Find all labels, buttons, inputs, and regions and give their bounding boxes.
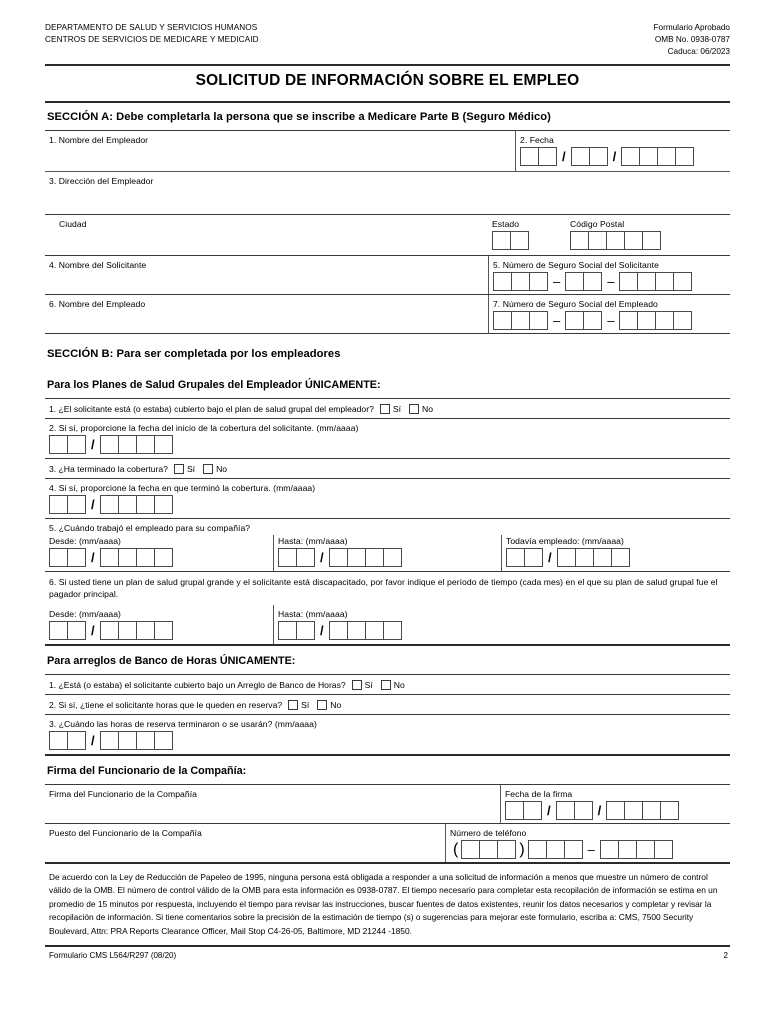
b-q5-still-month-1[interactable] (506, 548, 525, 567)
zip-label: Código Postal (570, 218, 625, 229)
b-q5-text: 5. ¿Cuándo trabajó el empleado para su compañía? (49, 522, 251, 533)
employee-name-label: 6. Nombre del Empleado (49, 298, 146, 309)
hb-q3-year[interactable] (100, 731, 173, 750)
state-boxes[interactable] (488, 231, 566, 254)
sig-date-month-2[interactable] (523, 801, 542, 820)
b-q4-year-4[interactable] (154, 495, 173, 514)
hb-q3-year-2[interactable] (118, 731, 137, 750)
b-q4-year[interactable] (100, 495, 173, 514)
b-q5-from-month-1[interactable] (49, 548, 68, 567)
b-q2-month[interactable] (49, 435, 86, 454)
employee-ssn-2[interactable] (511, 311, 530, 330)
officer-title-label: Puesto del Funcionario de la Compañía (49, 827, 202, 838)
b-q6-to-year[interactable] (329, 621, 402, 640)
b-q5-still-cell (501, 535, 730, 571)
hb-q3-month-2[interactable] (67, 731, 86, 750)
employer-name-label: 1. Nombre del Empleador (49, 134, 149, 145)
b-q6-from-boxes[interactable] (45, 621, 273, 644)
b-q3-text: 3. ¿Ha terminado la cobertura? (49, 463, 168, 474)
b-q5-to-month-1[interactable] (278, 548, 297, 567)
phone-dash: – (587, 841, 595, 857)
agency-line-1: DEPARTAMENTO DE SALUD Y SERVICIOS HUMANOS (45, 23, 258, 32)
b-q3-no-label: No (216, 463, 228, 474)
b-q6-text: 6. Si usted tiene un plan de salud grupal grande y el solicitante está discapacitado, por favor indique el período de tiempo (cada mes) en el que su plan de salud grupal fue el pagador principal. (49, 576, 718, 600)
page-title: SOLICITUD DE INFORMACIÓN SOBRE EL EMPLEO (195, 71, 580, 89)
b-q2-month-1[interactable] (49, 435, 68, 454)
applicant-ssn-1[interactable] (493, 272, 512, 291)
phone-line-4[interactable] (654, 840, 673, 859)
employee-ssn-7[interactable] (637, 311, 656, 330)
b-q6-to-year-3[interactable] (365, 621, 384, 640)
b-q5-still-year[interactable] (557, 548, 630, 567)
b-q5-from-label: Desde: (mm/aaaa) (49, 535, 121, 546)
b-q4-month-1[interactable] (49, 495, 68, 514)
b-q1-no-label: No (421, 403, 433, 414)
phone-area-code[interactable] (461, 840, 516, 859)
group-plans-heading: Para los Planes de Salud Grupales del Empleador ÚNICAMENTE: (47, 378, 381, 391)
b-q5-to-year-1[interactable] (329, 548, 348, 567)
applicant-ssn-8[interactable] (655, 272, 674, 291)
b-q5-still-boxes[interactable] (502, 548, 730, 571)
b-q2-text: 2. Si sí, proporcione la fecha del inicio de la cobertura del solicitante. (mm/aaaa) (49, 422, 359, 433)
b-q1-text: 1. ¿El solicitante está (o estaba) cubierto bajo el plan de salud grupal del empleador? (49, 403, 374, 414)
signature-input[interactable] (45, 801, 500, 823)
employer-name-input[interactable] (45, 147, 515, 171)
applicant-ssn-dash-2: – (607, 273, 615, 289)
b-q6-from-month-1[interactable] (49, 621, 68, 640)
b-q5-still-label: Todavía empleado: (mm/aaaa) (506, 535, 624, 546)
hb-q2-yes-label: Sí (301, 699, 310, 710)
b-q2-slash: / (91, 436, 95, 452)
b-q5-from-slash: / (91, 549, 95, 565)
b-q5-from-month-2[interactable] (67, 548, 86, 567)
applicant-name-input[interactable] (45, 272, 488, 294)
sig-date-day[interactable] (556, 801, 593, 820)
employee-ssn-serial[interactable] (619, 311, 692, 330)
b-q5-from-year-3[interactable] (136, 548, 155, 567)
row-b-q3 (45, 459, 730, 478)
b-q6-from-year[interactable] (100, 621, 173, 640)
signature-heading: Firma del Funcionario de la Compañía: (47, 764, 247, 777)
row-b-q5 (45, 519, 730, 571)
row-employee-name-ssn (45, 295, 730, 333)
sig-date-slash-1: / (547, 802, 551, 818)
zip-char-3[interactable] (606, 231, 625, 250)
employee-ssn-6[interactable] (619, 311, 638, 330)
b-q5-still-month-2[interactable] (524, 548, 543, 567)
date-month-2[interactable] (538, 147, 557, 166)
b-q1-no-checkbox[interactable] (409, 404, 419, 414)
omb-expiry: Caduca: 06/2023 (667, 46, 730, 56)
b-q1-yes-label: Sí (392, 403, 401, 414)
employee-ssn-group[interactable] (565, 311, 602, 330)
b-q6-from-year-3[interactable] (136, 621, 155, 640)
state-char-2[interactable] (510, 231, 529, 250)
b-q5-still-slash: / (548, 549, 552, 565)
phone-line-3[interactable] (636, 840, 655, 859)
row-hb-q1 (45, 675, 730, 694)
b-q2-year-2[interactable] (118, 435, 137, 454)
b-q5-still-month[interactable] (506, 548, 543, 567)
b-q5-from-year-2[interactable] (118, 548, 137, 567)
b-q6-from-year-2[interactable] (118, 621, 137, 640)
b-q5-to-boxes[interactable] (274, 548, 501, 571)
row-hb-q3 (45, 715, 730, 754)
date-year-2[interactable] (639, 147, 658, 166)
hb-q3-month[interactable] (49, 731, 86, 750)
state-label: Estado (492, 218, 520, 229)
b-q5-to-year-4[interactable] (383, 548, 402, 567)
b-q6-from-year-4[interactable] (154, 621, 173, 640)
employee-name-input[interactable] (45, 311, 488, 333)
hb-q3-text: 3. ¿Cuándo las horas de reserva terminaron o se usarán? (mm/aaaa) (49, 718, 317, 729)
hb-q3-year-3[interactable] (136, 731, 155, 750)
row-b-q1 (45, 399, 730, 418)
date-year-1[interactable] (621, 147, 640, 166)
footer-bar (45, 947, 730, 960)
applicant-ssn-label: 5. Número de Seguro Social del Solicitante (493, 259, 659, 270)
city-input[interactable] (45, 231, 488, 255)
phone-prefix-3[interactable] (564, 840, 583, 859)
applicant-ssn-5[interactable] (583, 272, 602, 291)
employee-ssn-9[interactable] (673, 311, 692, 330)
applicant-ssn-2[interactable] (511, 272, 530, 291)
b-q5-still-year-1[interactable] (557, 548, 576, 567)
b-q5-still-year-4[interactable] (611, 548, 630, 567)
page-number: 2 (723, 950, 728, 960)
b-q6-to-month-1[interactable] (278, 621, 297, 640)
applicant-ssn-6[interactable] (619, 272, 638, 291)
applicant-ssn-serial[interactable] (619, 272, 692, 291)
b-q6-to-cell (273, 605, 730, 644)
date-separator-2: / (612, 148, 617, 164)
b-q6-from-month[interactable] (49, 621, 86, 640)
hb-q2-no-label: No (330, 699, 342, 710)
zip-char-4[interactable] (624, 231, 643, 250)
b-q2-year-3[interactable] (136, 435, 155, 454)
b-q4-month[interactable] (49, 495, 86, 514)
applicant-ssn-group[interactable] (565, 272, 602, 291)
phone-paren-open: ( (453, 840, 459, 858)
omb-block (654, 22, 730, 58)
date-year-3[interactable] (657, 147, 676, 166)
b-q6-to-year-2[interactable] (347, 621, 366, 640)
signature-date-label: Fecha de la firma (505, 788, 573, 799)
hb-q1-yes-label: Sí (364, 679, 373, 690)
phone-area-3[interactable] (497, 840, 516, 859)
b-q6-to-year-4[interactable] (383, 621, 402, 640)
row-signature-date (45, 785, 730, 823)
date-day-group[interactable] (571, 147, 608, 166)
row-b-q4 (45, 479, 730, 518)
applicant-ssn-9[interactable] (673, 272, 692, 291)
date-day-1[interactable] (571, 147, 590, 166)
phone-prefix-1[interactable] (528, 840, 547, 859)
b-q4-year-3[interactable] (136, 495, 155, 514)
phone-line-2[interactable] (618, 840, 637, 859)
paperwork-reduction-notice: De acuerdo con la Ley de Reducción de Papeleo de 1995, ninguna persona está obligada a responder a una solicitud de información a menos que muestre un número de control válido de la OMB. El número de control válido de la OMB para esta información es 0938-0787. El tiempo necesario para completar esta recopilación de información se estima en un promedio de 15 minutos por respuesta, incluyendo el tiempo para revisar las instrucciones, buscar fuentes de datos existentes, reunir los datos necesarios y completar y revisar la recopilación de información. Si tiene comentarios sobre la precisión de la estimación de tiempo (s) o sugerencias para mejorar este formulario, escriba a: CMS, 7500 Security Boulevard, Attn: PRA Reports Clearance Officer, Mail Stop C4-26-05, Baltimore, MD 21244 -1850. (49, 871, 718, 937)
b-q5-to-year[interactable] (329, 548, 402, 567)
hb-q3-month-1[interactable] (49, 731, 68, 750)
b-q4-date-boxes[interactable] (45, 495, 730, 518)
date-year-4[interactable] (675, 147, 694, 166)
b-q5-to-month-2[interactable] (296, 548, 315, 567)
section-b-description: Para ser completada por los empleadores (113, 347, 341, 360)
sig-date-year-1[interactable] (606, 801, 625, 820)
row-applicant-name-ssn (45, 256, 730, 294)
b-q5-to-month[interactable] (278, 548, 315, 567)
zip-boxes[interactable] (566, 231, 661, 254)
employee-ssn-1[interactable] (493, 311, 512, 330)
b-q6-from-cell (45, 605, 273, 644)
signature-date-boxes[interactable] (501, 801, 730, 823)
b-q4-month-2[interactable] (67, 495, 86, 514)
zip-char-5[interactable] (642, 231, 661, 250)
hb-q1-no-label: No (393, 679, 405, 690)
employee-ssn-5[interactable] (583, 311, 602, 330)
state-char-1[interactable] (492, 231, 511, 250)
employer-address-label: 3. Dirección del Empleador (49, 175, 154, 186)
b-q6-from-month-2[interactable] (67, 621, 86, 640)
employee-ssn-label: 7. Número de Seguro Social del Empleado (493, 298, 658, 309)
phone-line[interactable] (600, 840, 673, 859)
applicant-name-label: 4. Nombre del Solicitante (49, 259, 147, 270)
section-a-label: SECCIÓN A: (47, 110, 113, 123)
sig-date-month[interactable] (505, 801, 542, 820)
hb-q1-text: 1. ¿Está (o estaba) el solicitante cubierto bajo un Arreglo de Banco de Horas? (49, 679, 346, 690)
applicant-ssn-dash-1: – (553, 273, 561, 289)
section-a-heading (45, 103, 730, 130)
employee-ssn-8[interactable] (655, 311, 674, 330)
b-q3-yes-label: Sí (186, 463, 196, 474)
omb-number: OMB No. 0938-0787 (654, 34, 730, 44)
employee-ssn-4[interactable] (565, 311, 584, 330)
sig-date-day-1[interactable] (556, 801, 575, 820)
b-q4-year-1[interactable] (100, 495, 119, 514)
b-q6-from-slash: / (91, 622, 95, 638)
hb-q3-slash: / (91, 732, 95, 748)
b-q2-date-boxes[interactable] (45, 435, 730, 458)
b-q3-yes-checkbox[interactable] (174, 464, 184, 474)
agency-block (45, 22, 259, 46)
section-a-description: Debe completarla la persona que se inscribe a Medicare Parte B (Seguro Médico) (112, 110, 551, 123)
hb-q2-no-checkbox[interactable] (317, 700, 327, 710)
phone-label: Número de teléfono (450, 827, 527, 838)
b-q6-to-slash: / (320, 622, 324, 638)
applicant-ssn-boxes[interactable] (489, 272, 730, 294)
sig-date-slash-2: / (597, 802, 602, 818)
sig-date-day-2[interactable] (574, 801, 593, 820)
b-q4-slash: / (91, 496, 95, 512)
employee-ssn-dash-2: – (607, 312, 615, 328)
row-city-state-zip (45, 215, 730, 255)
hb-q3-date-boxes[interactable] (45, 731, 730, 754)
b-q6-from-year-1[interactable] (100, 621, 119, 640)
hb-q1-no-checkbox[interactable] (381, 680, 391, 690)
date-day-2[interactable] (589, 147, 608, 166)
date-year-group[interactable] (621, 147, 694, 166)
b-q5-to-cell (273, 535, 501, 571)
sig-date-month-1[interactable] (505, 801, 524, 820)
employee-ssn-boxes[interactable] (489, 311, 730, 333)
b-q6-from-label: Desde: (mm/aaaa) (49, 608, 121, 619)
b-q6-to-label: Hasta: (mm/aaaa) (278, 608, 348, 619)
sig-date-year-4[interactable] (660, 801, 679, 820)
employee-ssn-3[interactable] (529, 311, 548, 330)
employee-ssn-dash-1: – (553, 312, 561, 328)
zip-char-2[interactable] (588, 231, 607, 250)
b-q1-yes-checkbox[interactable] (380, 404, 390, 414)
phone-boxes[interactable] (446, 840, 730, 862)
b-q5-to-slash: / (320, 549, 324, 565)
applicant-ssn-area[interactable] (493, 272, 548, 291)
b-q5-to-year-2[interactable] (347, 548, 366, 567)
b-q5-to-label: Hasta: (mm/aaaa) (278, 535, 348, 546)
b-q6-to-boxes[interactable] (274, 621, 730, 644)
row-b-q2 (45, 419, 730, 458)
b-q2-month-2[interactable] (67, 435, 86, 454)
phone-line-1[interactable] (600, 840, 619, 859)
signature-label: Firma del Funcionario de la Compañía (49, 788, 197, 799)
b-q5-from-cell (45, 535, 273, 571)
hours-bank-heading: Para arreglos de Banco de Horas ÚNICAMENTE: (47, 654, 296, 667)
sig-date-year-3[interactable] (642, 801, 661, 820)
employer-address-input[interactable] (45, 188, 730, 214)
row-hb-q2 (45, 695, 730, 714)
phone-prefix[interactable] (528, 840, 583, 859)
date-month-group[interactable] (520, 147, 557, 166)
b-q2-year[interactable] (100, 435, 173, 454)
sig-date-year[interactable] (606, 801, 679, 820)
row-employer-name-date (45, 131, 730, 171)
phone-area-2[interactable] (479, 840, 498, 859)
date-boxes[interactable] (516, 147, 730, 170)
b-q4-text: 4. Si sí, proporcione la fecha en que terminó la cobertura. (mm/aaaa) (49, 482, 316, 493)
b-q5-to-year-3[interactable] (365, 548, 384, 567)
date-month-1[interactable] (520, 147, 539, 166)
b-q5-from-boxes[interactable] (45, 548, 273, 571)
phone-prefix-2[interactable] (546, 840, 565, 859)
applicant-ssn-4[interactable] (565, 272, 584, 291)
hb-q2-text: 2. Si sí, ¿tiene el solicitante horas que le queden en reserva? (49, 699, 283, 710)
form-identifier: Formulario CMS L564/R297 (08/20) (49, 950, 177, 960)
b-q5-still-year-3[interactable] (593, 548, 612, 567)
zip-char-1[interactable] (570, 231, 589, 250)
b-q5-from-month[interactable] (49, 548, 86, 567)
form-approved-label: Formulario Aprobado (653, 23, 730, 32)
sig-date-year-2[interactable] (624, 801, 643, 820)
row-employer-address (45, 172, 730, 214)
employee-ssn-area[interactable] (493, 311, 548, 330)
hb-q2-yes-checkbox[interactable] (288, 700, 298, 710)
hb-q3-year-1[interactable] (100, 731, 119, 750)
b-q5-from-year-1[interactable] (100, 548, 119, 567)
applicant-ssn-7[interactable] (637, 272, 656, 291)
row-b-q6 (45, 572, 730, 644)
b-q2-year-1[interactable] (100, 435, 119, 454)
b-q5-from-year-4[interactable] (154, 548, 173, 567)
section-b-label: SECCIÓN B: (47, 347, 114, 360)
page-header (45, 22, 730, 58)
officer-title-input[interactable] (45, 840, 445, 862)
section-b-heading (45, 334, 730, 367)
phone-area-1[interactable] (461, 840, 480, 859)
phone-paren-close: ) (519, 840, 525, 858)
date-separator-1: / (562, 148, 566, 164)
date-label: 2. Fecha (520, 134, 554, 145)
b-q5-still-year-2[interactable] (575, 548, 594, 567)
b-q3-no-checkbox[interactable] (203, 464, 213, 474)
agency-line-2: CENTROS DE SERVICIOS DE MEDICARE Y MEDICAID (45, 34, 259, 44)
b-q4-year-2[interactable] (118, 495, 137, 514)
b-q6-to-year-1[interactable] (329, 621, 348, 640)
b-q2-year-4[interactable] (154, 435, 173, 454)
city-label: Ciudad (59, 218, 87, 229)
b-q6-to-month-2[interactable] (296, 621, 315, 640)
row-title-phone (45, 824, 730, 862)
hb-q3-year-4[interactable] (154, 731, 173, 750)
hb-q1-yes-checkbox[interactable] (352, 680, 362, 690)
b-q6-to-month[interactable] (278, 621, 315, 640)
applicant-ssn-3[interactable] (529, 272, 548, 291)
b-q5-from-year[interactable] (100, 548, 173, 567)
